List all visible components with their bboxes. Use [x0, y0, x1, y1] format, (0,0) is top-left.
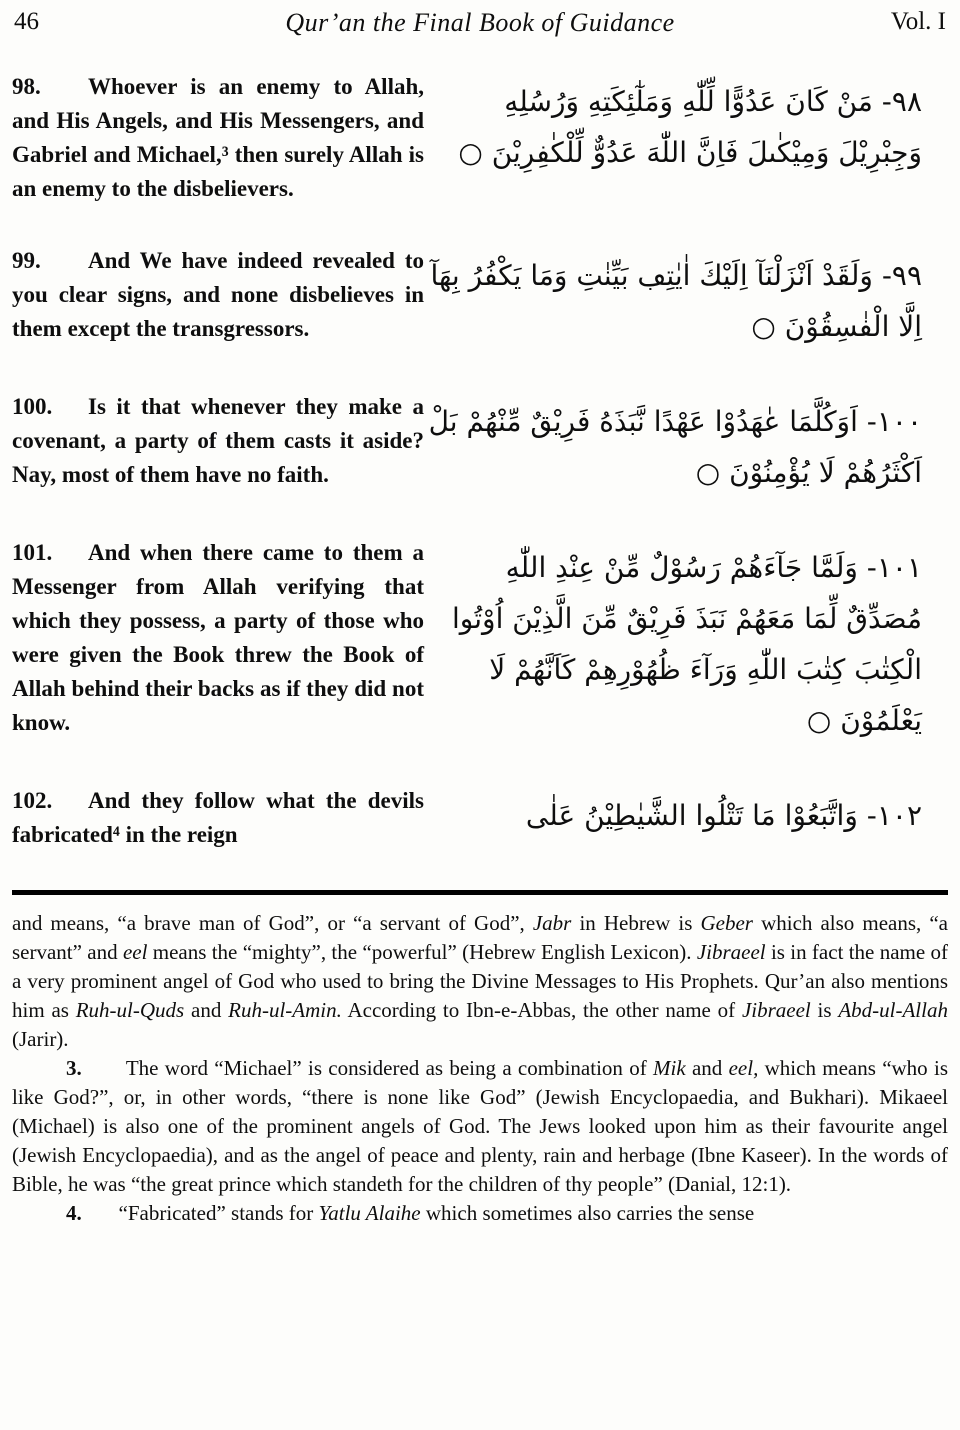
verse-english-text: And We have indeed revealed to you clear signs, and none disbelieves in them except the transgressors. [12, 248, 424, 341]
book-title: Qur’an the Final Book of Guidance [285, 8, 675, 37]
running-head [12, 8, 948, 46]
verse-row-101 [12, 536, 948, 746]
verse-arabic-text: ١٠١- وَلَمَّا جَآءَهُمْ رَسُوْلٌ مِّنْ عِنْدِ اللّٰهِ مُصَدِّقٌ لِّمَا مَعَهُمْ نَبَذَ فَرِيْقٌ مِّنَ الَّذِيْنَ اُوْتُوا الْكِتٰبَ كِتٰبَ اللّٰهِ وَرَآءَ ظُهُوْرِهِمْ كَاَنَّهُمْ لَا يَعْلَمُوْنَ ○ [452, 551, 922, 737]
verse-english [12, 536, 424, 740]
verse-row-99 [12, 244, 948, 352]
verse-row-102 [12, 784, 948, 852]
verse-english [12, 784, 424, 852]
verse-number: 102. [12, 788, 53, 813]
verse-english-text: And they follow what the devils fabricated⁴ in the reign [12, 788, 424, 847]
verse-row-98 [12, 70, 948, 206]
verse-number: 100. [12, 394, 53, 419]
verse-english-text: Is it that whenever they make a covenant, a party of them casts it aside? Nay, most of them have no faith. [12, 394, 424, 487]
verse-arabic-text: ١٠٠- اَوَكُلَّمَا عٰهَدُوْا عَهْدًا نَّبَذَهُ فَرِيْقٌ مِّنْهُمْ بَلْ اَكْثَرُهُمْ لَا يُؤْمِنُوْنَ ○ [428, 405, 922, 489]
verse-row-100 [12, 390, 948, 498]
verse-arabic-text: ٩٨- مَنْ كَانَ عَدُوًّا لِّلّٰهِ وَمَلٰٓئِكَتِهِ وَرُسُلِهِ وَجِبْرِيْلَ وَمِيْكٰىلَ فَاِنَّ اللّٰهَ عَدُوٌّ لِّلْكٰفِرِيْنَ ○ [458, 85, 922, 169]
volume-label: Vol. I [890, 8, 946, 35]
verse-content [12, 70, 948, 852]
footnote-divider [12, 890, 948, 895]
verse-english-text: And when there came to them a Messenger from Allah verifying that which they possess, a party of those who were given the Book threw the Book of Allah behind their backs as if they did not know. [12, 540, 424, 735]
page-number: 46 [14, 8, 39, 35]
verse-english [12, 70, 424, 206]
verse-english [12, 390, 424, 492]
verse-number: 101. [12, 540, 53, 565]
footnotes-section [12, 909, 948, 1228]
verse-number: 99. [12, 248, 41, 273]
footnote-3: 3. The word “Michael” is considered as being a combination of Mik and eel, which means “who is like God?”, or, in other words, “there is none like God” (Jewish Encyclopaedia, and Bukhari). Mikaeel (Michael) is also one of the prominent angels of God. The Jews looked upon him as their favourite angel (Jewish Encyclopaedia), and as the angel of peace and plenty, rain and herbage (Ibne Kaseer). In the words of Bible, he was “the great prince which standeth for the children of thy people” (Danial, 12:1). [12, 1056, 948, 1196]
verse-arabic-text: ٩٩- وَلَقَدْ اَنْزَلْنَآ اِلَيْكَ اٰيٰتِڢ بَيِّنٰتِ وَمَا يَكْفُرُ بِهَآ اِلَّا الْفٰسِقُوْنَ ○ [430, 259, 922, 343]
verse-number: 98. [12, 74, 41, 99]
verse-arabic-text: ١٠٢- وَاتَّبَعُوْا مَا تَتْلُوا الشَّيٰطِيْنُ عَلٰى [525, 799, 922, 832]
verse-english-text: Whoever is an enemy to Allah, and His Angels, and His Messengers, and Gabriel and Michael,³ then surely Allah is an enemy to the disbelievers. [12, 74, 424, 201]
footnote-continuation: and means, “a brave man of God”, or “a servant of God”, Jabr in Hebrew is Geber which also means, “a servant” and eel means the “mighty”, the “powerful” (Hebrew English Lexicon). Jibraeel is in fact the name of a very prominent angel of God who used to bring the Divine Messages to His Prophets. Qur’an also mentions him as Ruh-ul-Quds and Ruh-ul-Amin. According to Ibn-e-Abbas, the other name of Jibraeel is Abd-ul-Allah (Jarir). [12, 911, 948, 1051]
verse-english [12, 244, 424, 346]
footnote-4: 4. “Fabricated” stands for Yatlu Alaihe which sometimes also carries the sense [66, 1201, 755, 1225]
